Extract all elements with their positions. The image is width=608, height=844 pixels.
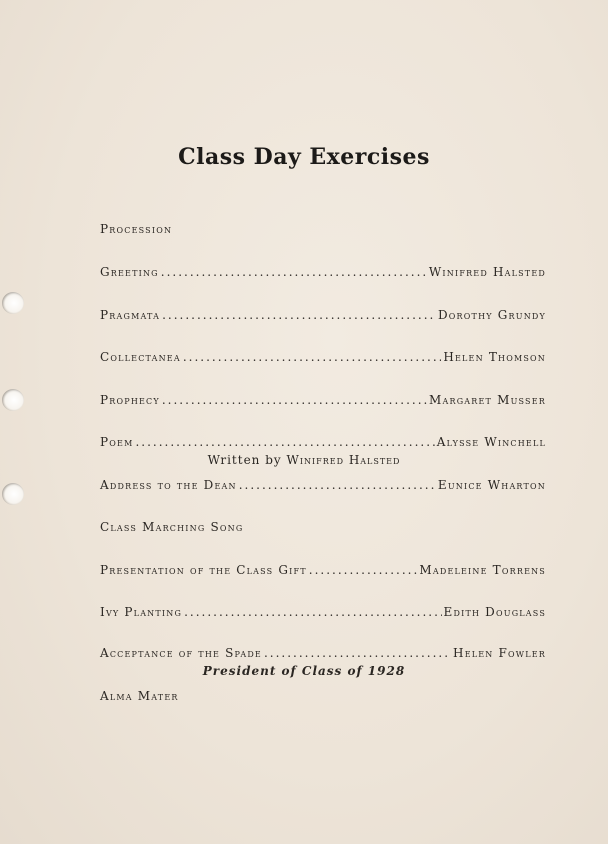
binder-hole bbox=[2, 292, 24, 314]
dot-leader bbox=[309, 563, 418, 577]
program-item bbox=[100, 689, 546, 709]
program-item bbox=[100, 646, 546, 666]
poem-credit-prefix: Written by bbox=[207, 453, 282, 467]
program-item bbox=[100, 393, 546, 413]
item-label: Procession bbox=[100, 222, 173, 236]
item-label: Collectanea bbox=[100, 350, 181, 364]
item-performer: Alysse Winchell bbox=[436, 435, 546, 449]
program-item bbox=[100, 265, 546, 285]
program-item bbox=[100, 478, 546, 498]
item-performer: Edith Douglass bbox=[443, 605, 546, 619]
item-label: Address to the Dean bbox=[100, 478, 237, 492]
program-item bbox=[100, 350, 546, 370]
program-item bbox=[100, 222, 546, 242]
binder-hole bbox=[2, 389, 24, 411]
item-label: Pragmata bbox=[100, 308, 161, 322]
page-title: Class Day Exercises bbox=[178, 144, 430, 170]
dot-leader bbox=[162, 393, 427, 407]
item-label: Poem bbox=[100, 435, 134, 449]
dot-leader bbox=[239, 478, 436, 492]
spade-note: President of Class of 1928 bbox=[202, 664, 406, 678]
item-performer: Madeleine Torrens bbox=[419, 563, 546, 577]
item-performer: Helen Fowler bbox=[453, 646, 546, 660]
item-performer: Winifred Halsted bbox=[428, 265, 546, 279]
dot-leader bbox=[264, 646, 451, 660]
program-item bbox=[100, 308, 546, 328]
item-label: Alma Mater bbox=[100, 689, 179, 703]
item-label: Acceptance of the Spade bbox=[100, 646, 262, 660]
item-label: Presentation of the Class Gift bbox=[100, 563, 307, 577]
item-performer: Dorothy Grundy bbox=[437, 308, 546, 322]
poem-credit-author: Winifred Halsted bbox=[286, 453, 401, 467]
dot-leader bbox=[183, 350, 442, 364]
poem-credit bbox=[0, 453, 608, 467]
dot-leader bbox=[135, 435, 434, 449]
item-label: Ivy Planting bbox=[100, 605, 183, 619]
item-performer: Helen Thomson bbox=[443, 350, 546, 364]
binder-hole bbox=[2, 483, 24, 505]
item-label: Class Marching Song bbox=[100, 520, 244, 534]
item-label: Prophecy bbox=[100, 393, 160, 407]
program-item bbox=[100, 563, 546, 583]
item-performer: Margaret Musser bbox=[429, 393, 546, 407]
dot-leader bbox=[162, 308, 436, 322]
program-item bbox=[100, 520, 546, 540]
program-item bbox=[100, 605, 546, 625]
item-performer: Eunice Wharton bbox=[437, 478, 546, 492]
dot-leader bbox=[184, 605, 441, 619]
item-label: Greeting bbox=[100, 265, 159, 279]
dot-leader bbox=[161, 265, 427, 279]
program-item bbox=[100, 435, 546, 455]
